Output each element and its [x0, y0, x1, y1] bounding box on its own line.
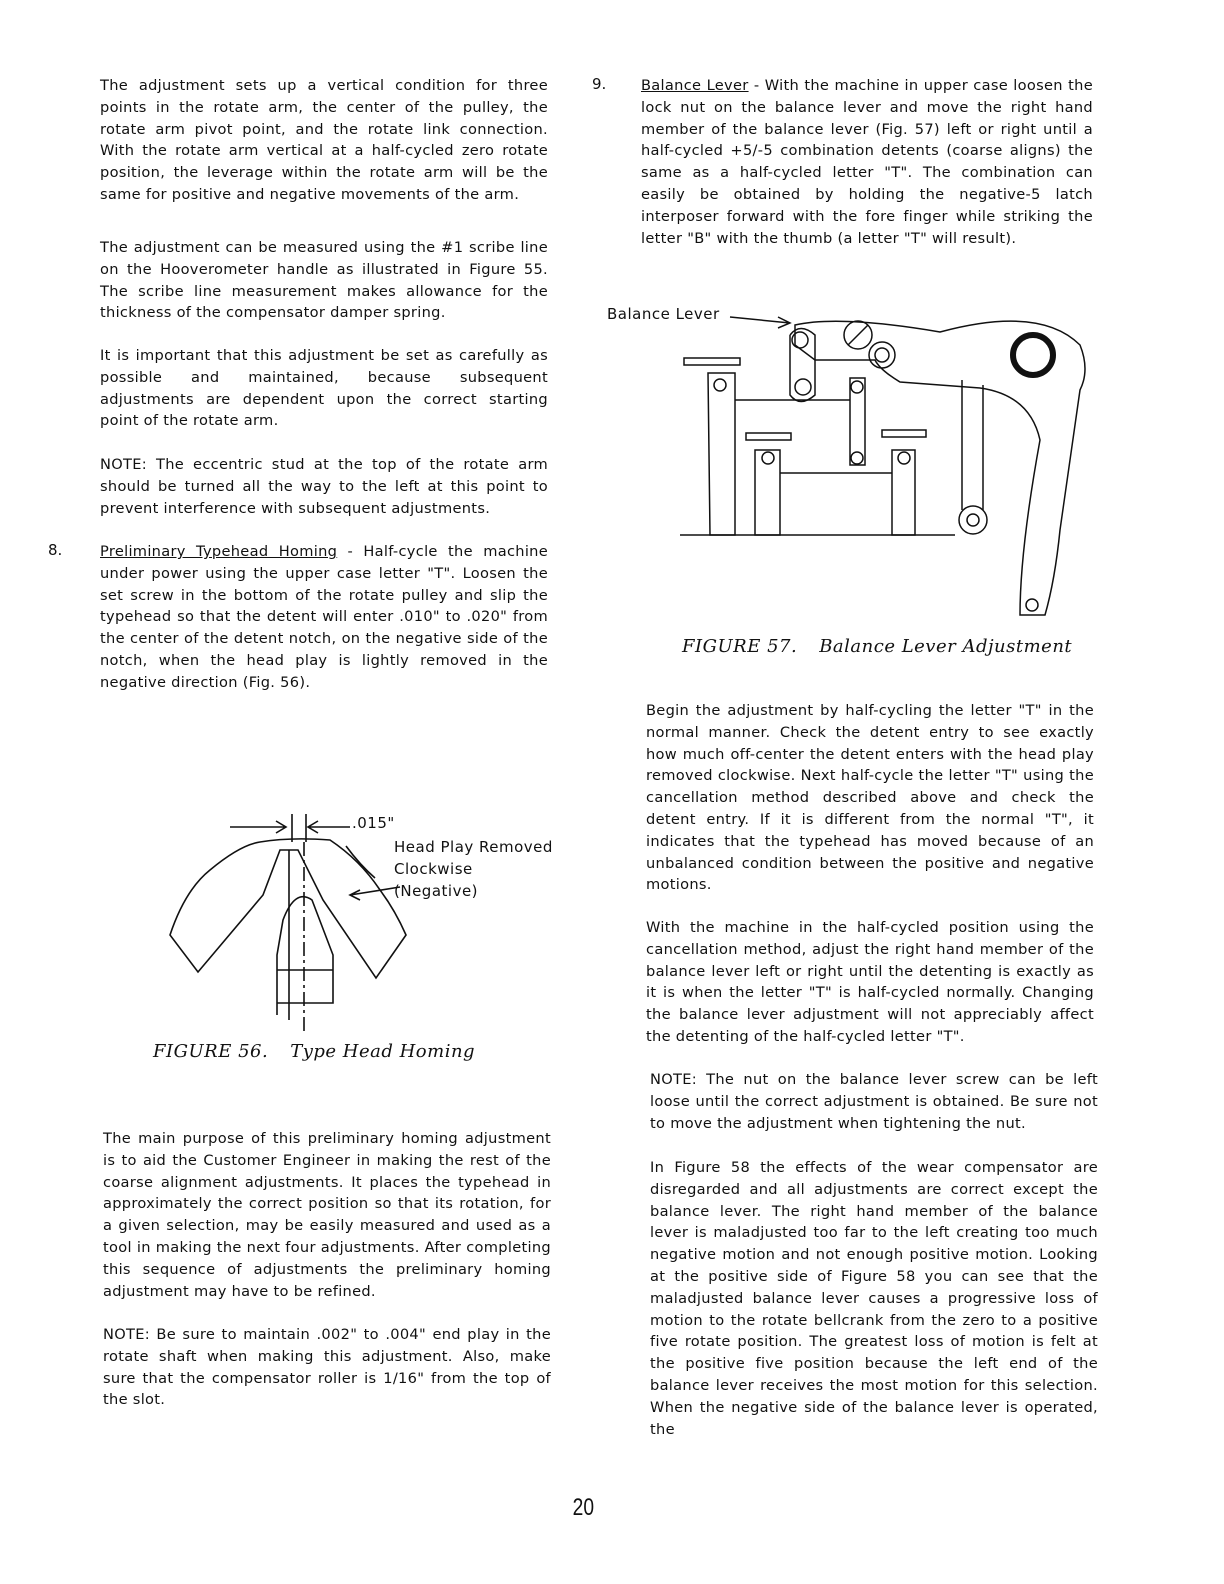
- paragraph-importance: It is important that this adjustment be set as carefully as possible and maintained, because subsequent adjustments are dependent upon the correct starting point of the rotate arm.: [100, 347, 548, 430]
- item-8-title: Preliminary Typehead Homing: [100, 543, 338, 560]
- figure-56-label-line2: Clockwise: [394, 860, 473, 878]
- paragraph-cancellation-method: With the machine in the half-cycled position using the cancellation method, adjust the right hand member of the balance lever left or right until the detenting is exactly as it is when the letter "T" is half-cycled normally. Changing the balance lever adjustment will not appreciably affect the detenting of the half-cycled letter "T".: [646, 919, 1094, 1045]
- figure-57-balance-lever-diagram: [600, 290, 1100, 630]
- paragraph-hooverometer: The adjustment can be measured using the #1 scribe line on the Hooverometer handle as illustrated in Figure 55. The scribe line measurement makes allowance for the thickness of the compensator damper spring.: [100, 239, 548, 322]
- figure-56-caption-number: FIGURE 56.: [153, 1041, 269, 1062]
- figure-56-dimension-label: .015": [352, 814, 395, 832]
- figure-56-caption-title: Type Head Homing: [290, 1041, 476, 1062]
- note-end-play: NOTE: Be sure to maintain .002" to .004" end play in the rotate shaft when making this adjustment. Also, make sure that the compensator roller is 1/16" from the top of the slot.: [103, 1326, 551, 1409]
- figure-57-caption: [682, 636, 1094, 657]
- item-9-title: Balance Lever: [641, 77, 749, 94]
- item-9-text: - With the machine in upper case loosen the lock nut on the balance lever and move the right hand member of the balance lever (Fig. 57) left or right until a half-cycled +5/-5 combination detents (coarse aligns) the same as a half-cycled letter "T". The combination can easily be obtained by holding the negative-5 latch interposer forward with the fore finger while striking the letter "B" with the thumb (a letter "T" will result).: [641, 77, 1093, 247]
- item-8-text: - Half-cycle the machine under power using the upper case letter "T". Loosen the set screw in the bottom of the rotate pulley and slip the typehead so that the detent will enter .010" to .020" from the center of the detent notch, on the negative side of the notch, when the head play is lightly removed in the negative direction (Fig. 56).: [100, 543, 549, 691]
- figure-57-caption-number: FIGURE 57.: [682, 636, 798, 657]
- note-balance-lever-nut: NOTE: The nut on the balance lever screw can be left loose until the correct adjustment is obtained. Be sure not to move the adjustment when tightening the nut.: [650, 1071, 1098, 1132]
- item-number-8: 8.: [48, 541, 63, 559]
- figure-56-label-line3: (Negative): [394, 882, 479, 900]
- paragraph-rotate-arm-vertical: The adjustment sets up a vertical condition for three points in the rotate arm, the center of the pulley, the rotate arm pivot point, and the rotate link connection. With the rotate arm vertical at a half-cycled zero rotate position, the leverage within the rotate arm will be the same for positive and negative movements of the arm.: [100, 77, 548, 203]
- figure-56-label-line1: Head Play Removed: [394, 838, 553, 856]
- figure-57-balance-lever-label: Balance Lever: [607, 305, 720, 323]
- paragraph-begin-adjustment: Begin the adjustment by half-cycling the letter "T" in the normal manner. Check the detent entry to see exactly how much off-center the detent enters with the head play removed clockwise. Next half-cycle the letter "T" using the cancellation method described above and check the detent entry. If it is different from the normal "T", it indicates that the typehead has moved because of an unbalanced condition between the positive and negative motions.: [646, 702, 1094, 894]
- item-8-preliminary-homing: [100, 541, 548, 694]
- item-number-9: 9.: [592, 75, 607, 93]
- paragraph-homing-purpose: The main purpose of this preliminary homing adjustment is to aid the Customer Engineer in making the rest of the coarse alignment adjustments. It places the typehead in approximately the correct position so that its rotation, for a given selection, may be easily measured and used as a tool in making the next four adjustments. After completing this sequence of adjustments the preliminary homing adjustment may have to be refined.: [103, 1130, 551, 1300]
- item-9-balance-lever: [641, 75, 1093, 249]
- page-number: 20: [572, 1494, 595, 1521]
- note-eccentric-stud: NOTE: The eccentric stud at the top of the rotate arm should be turned all the way to the left at this point to prevent interference with subsequent adjustments.: [100, 456, 548, 517]
- figure-57-caption-title: Balance Lever Adjustment: [819, 636, 1073, 657]
- paragraph-figure-58: In Figure 58 the effects of the wear compensator are disregarded and all adjustments are correct except the balance lever. The right hand member of the balance lever is maladjusted too far to the left creating too much negative motion and not enough positive motion. Looking at the positive side of Figure 58 you can see that the maladjusted balance lever causes a progressive loss of motion to the rotate bellcrank from the zero to a positive five rotate position. The greatest loss of motion is felt at the positive five position because the left end of the balance lever receives the most motion for this selection. When the negative side of the balance lever is operated, the: [650, 1159, 1098, 1438]
- figure-56-caption: [153, 1041, 497, 1062]
